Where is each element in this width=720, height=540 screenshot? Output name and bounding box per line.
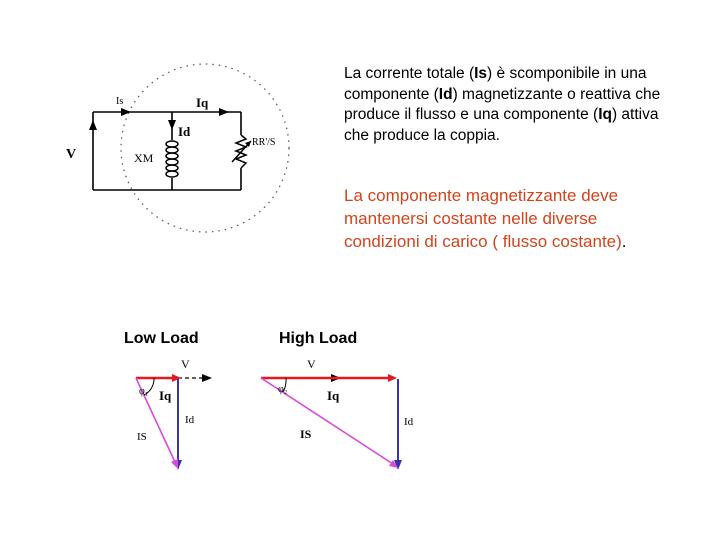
low-load-is-label: IS bbox=[137, 431, 147, 443]
circuit-id-label: Id bbox=[178, 124, 191, 139]
low-load-v-label: V bbox=[181, 357, 190, 371]
is-term: Is bbox=[474, 65, 488, 82]
high-load-phi-label: φ₂ bbox=[278, 384, 288, 395]
id-term: Id bbox=[438, 85, 453, 103]
low-load-id-label: Id bbox=[185, 414, 195, 426]
circuit-v-label: V bbox=[66, 147, 77, 162]
circuit-iq-label: Iq bbox=[196, 95, 209, 110]
circuit-is-label: Is bbox=[116, 96, 124, 107]
low-load-iq-label: Iq bbox=[159, 388, 172, 403]
low-load-v-arrow bbox=[202, 374, 212, 382]
iq-term: Iq bbox=[598, 106, 612, 123]
is-current-arrow bbox=[121, 108, 131, 116]
voltage-arrow bbox=[89, 120, 97, 130]
low-load-is-arrowhead bbox=[171, 459, 178, 469]
circuit-rr-label: RR'/S bbox=[252, 137, 276, 148]
high-load-id-label: Id bbox=[404, 416, 414, 428]
id-current-arrow bbox=[168, 120, 176, 130]
description-paragraph: La corrente totale (Is) è scomponibile in una componente (Id) magnetizzante o reattiva che produce il flusso e una componente (Iq) attiva che produce la coppia. bbox=[344, 65, 661, 144]
inductor-xm bbox=[166, 141, 178, 177]
circuit-xm-label: XM bbox=[134, 151, 154, 165]
dotted-highlight-circle bbox=[121, 64, 289, 232]
low-load-title: Low Load bbox=[124, 330, 199, 347]
note-paragraph: La componente magnetizzante deve mantenersi costante nelle diverse condizioni di carico ( flusso costante). bbox=[344, 186, 627, 251]
high-load-v-label: V bbox=[307, 357, 316, 371]
high-load-is-label: IS bbox=[300, 427, 312, 441]
high-load-iq-label: Iq bbox=[327, 388, 340, 403]
high-load-iq-arrowhead bbox=[388, 374, 397, 382]
high-load-title: High Load bbox=[279, 330, 358, 347]
variable-resistor-rr bbox=[232, 135, 251, 168]
low-load-phi-label: φ₁ bbox=[139, 386, 149, 397]
low-load-iq-arrowhead bbox=[172, 374, 181, 382]
iq-current-arrow bbox=[219, 108, 229, 116]
